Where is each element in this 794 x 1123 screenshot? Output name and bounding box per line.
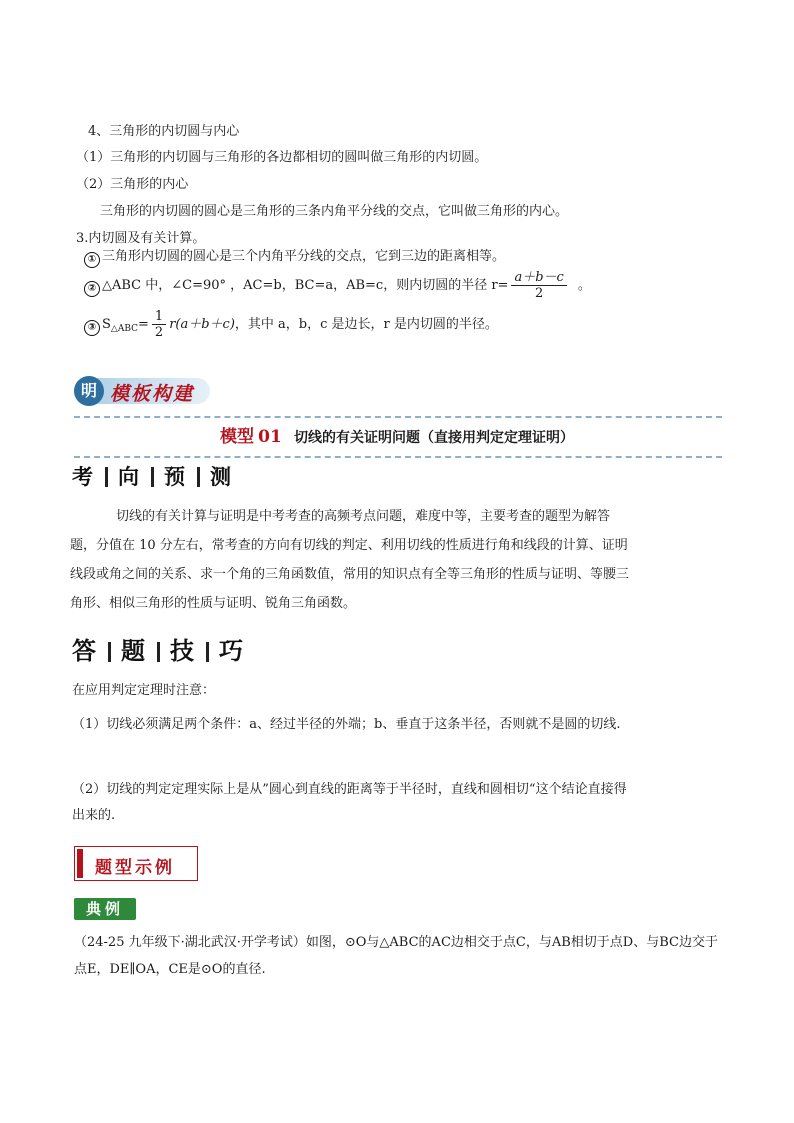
dashed-divider-top [74, 416, 722, 418]
item-1 [84, 249, 505, 268]
half-denominator: 2 [154, 325, 164, 340]
area-symbol: S [102, 317, 111, 332]
incenter-heading: （2）三角形的内心 [76, 177, 189, 192]
circled-number-3: ③ [84, 320, 100, 336]
half-numerator: 1 [152, 309, 166, 325]
dati-heading [72, 631, 245, 666]
area-expression: r(a＋b＋c) [169, 317, 235, 332]
model-title-text: 切线的有关证明问题（直接用判定定理证明） [293, 430, 574, 446]
banner-label: 模板构建 [110, 383, 195, 405]
example-text: 如图，⊙O与△ABC的AC边相交于点C，与AB相切于点D、与BC边交于点E，DE∥OA，CE是⊙O的直径. [74, 935, 718, 977]
model-prefix: 模型 [220, 427, 255, 447]
section-3-heading: 3.内切圆及有关计算。 [76, 231, 206, 246]
dati-char-4: 巧 [219, 636, 245, 665]
dati-char-2: 题 [121, 636, 147, 665]
example-source: （24-25 九年级下·湖北武汉·开学考试） [74, 935, 306, 950]
inradius-denominator: 2 [535, 286, 544, 301]
kaoxiang-body: 切线的有关计算与证明是中考考查的高频考点问题，难度中等，主要考查的题型为解答题，分值在 10 分左右，常考查的方向有切线的判定、利用切线的性质进行角和线段的计算、证明线段或角之间的关系、求一个角的三角函数值，常用的知识点有全等三角形的性质与证明、等腰三角形、相似三角形的性质与证明、锐角三角函数。 [70, 509, 630, 611]
incircle-definition: （1）三角形的内切圆与三角形的各边都相切的圆叫做三角形的内切圆。 [76, 150, 488, 165]
item-2-end: 。 [577, 278, 591, 293]
banner-icon: 明 [74, 376, 104, 406]
example-problem [74, 929, 724, 983]
area-subscript: △ABC [110, 324, 138, 334]
kaoxiang-char-4: 测 [210, 464, 233, 489]
tixing-label-box [74, 846, 198, 881]
incenter-definition: 三角形的内切圆的圆心是三角形的三条内角平分线的交点，它叫做三角形的内心。 [100, 204, 569, 219]
kaoxiang-char-2: 向 [118, 464, 141, 489]
dati-intro: 在应用判定定理时注意： [72, 683, 216, 698]
item-1-text: 三角形内切圆的圆心是三个内角平分线的交点，它到三边的距离相等。 [102, 249, 506, 264]
dati-point-1: （1）切线必须满足两个条件：a、经过半径的外端；b、垂直于这条半径，否则就不是圆的切线. [72, 717, 621, 732]
dati-char-3: 技 [170, 636, 196, 665]
kaoxiang-heading [72, 461, 233, 491]
tixing-accent [77, 849, 83, 878]
dati-point-2: （2）切线的判定定理实际上是从”圆心到直线的距离等于半径时，直线和圆相切“这个结论直接得出来的. [72, 782, 627, 823]
dianli-tag: 典例 [74, 898, 136, 920]
tixing-label: 题型示例 [95, 858, 175, 878]
item-2-text: △ABC 中，∠C=90° ，AC=b，BC=a，AB=c，则内切圆的半径 r= [102, 278, 509, 293]
kaoxiang-char-3: 预 [164, 464, 187, 489]
model-title [0, 422, 794, 447]
circled-number-1: ① [84, 252, 100, 268]
circled-number-2: ② [84, 281, 100, 297]
item-2 [84, 270, 591, 301]
dashed-divider-bottom [74, 456, 722, 458]
item-3-rest: ，其中 a，b，c 是边长，r 是内切圆的半径。 [234, 317, 498, 332]
item-3 [84, 309, 498, 344]
template-banner [74, 376, 210, 406]
section-4-heading: 4、三角形的内切圆与内心 [88, 124, 240, 139]
dati-char-1: 答 [72, 636, 98, 665]
inradius-numerator: a＋b－c [511, 270, 566, 286]
model-number: 01 [258, 427, 282, 447]
inradius-fraction [511, 270, 566, 301]
half-fraction [152, 309, 166, 340]
kaoxiang-char-1: 考 [72, 464, 95, 489]
area-equals: = [138, 317, 149, 332]
